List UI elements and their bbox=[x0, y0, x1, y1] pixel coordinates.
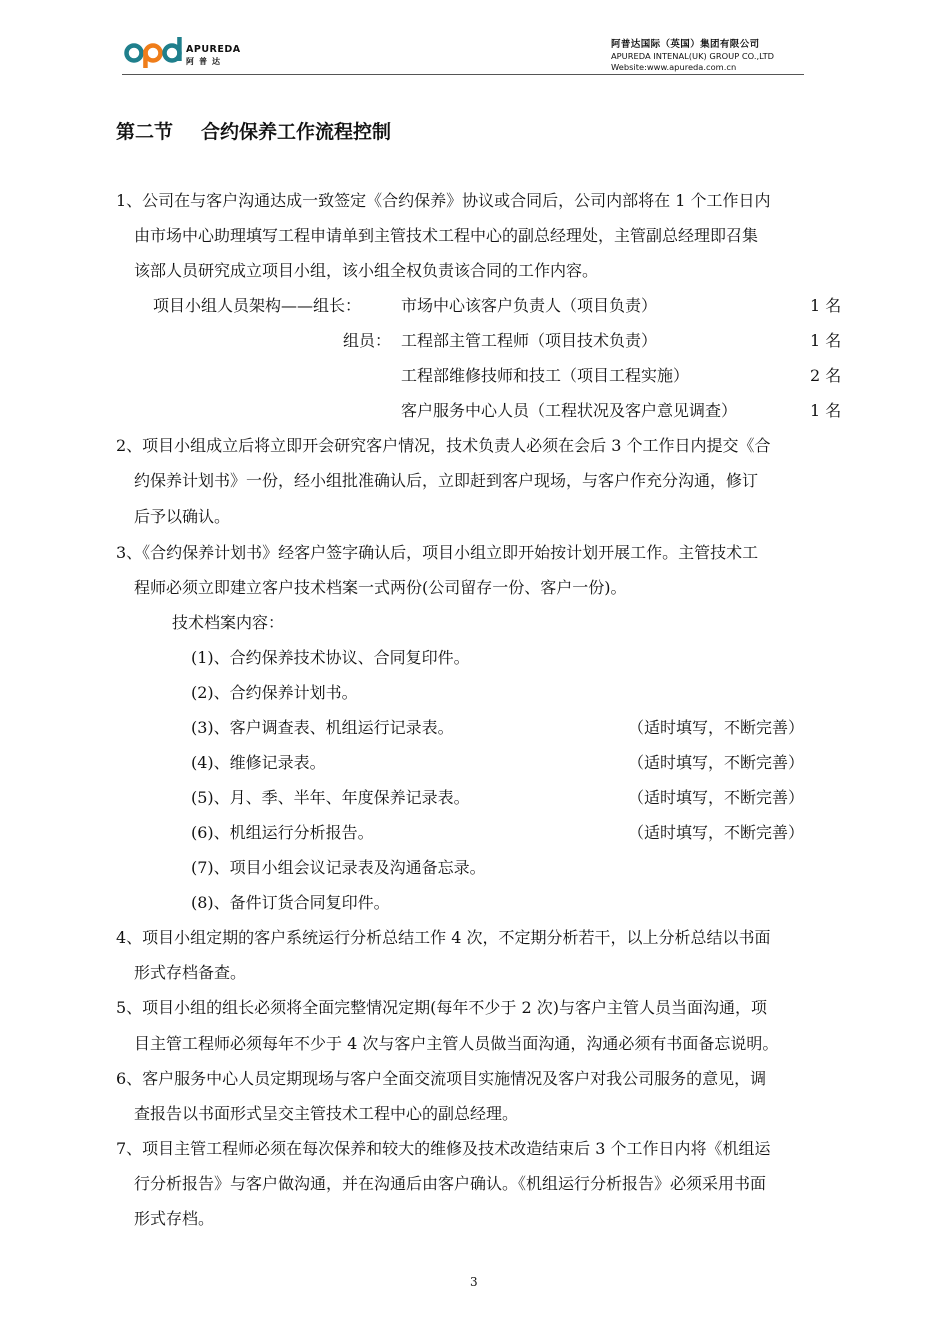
paragraph-2-line: 约保养计划书》一份，经小组批准确认后，立即赶到客户现场，与客户作充分沟通，修订 bbox=[134, 471, 759, 490]
company-name-en: APUREDA INTENAL(UK) GROUP CO.,LTD bbox=[611, 51, 775, 61]
archive-item: (2)、合约保养计划书。 bbox=[191, 683, 358, 702]
page-number: 3 bbox=[470, 1275, 478, 1289]
paragraph-6-line: 查报告以书面形式呈交主管技术工程中心的副总经理。 bbox=[134, 1104, 519, 1123]
paragraph-5-line: 目主管工程师必须每年不少于 4 次与客户主管人员做当面沟通，沟通必须有书面备忘说明。 bbox=[134, 1034, 779, 1053]
archive-item: (6)、机组运行分析报告。 bbox=[191, 823, 374, 842]
company-name-cn: 阿普达国际（英国）集团有限公司 bbox=[611, 39, 760, 50]
paragraph-7-line: 7、项目主管工程师必须在每次保养和较大的维修及技术改造结束后 3 个工作日内将《机组运 bbox=[116, 1139, 771, 1158]
section-label: 第二节 bbox=[116, 121, 174, 143]
archive-item: (7)、项目小组会议记录表及沟通备忘录。 bbox=[191, 858, 486, 877]
archive-item: (5)、月、季、半年、年度保养记录表。 bbox=[191, 788, 470, 807]
archive-item: (1)、合约保养技术协议、合同复印件。 bbox=[191, 648, 470, 667]
apd-logo-mark-icon bbox=[124, 35, 184, 71]
team-member-role: 工程部主管工程师（项目技术负责） bbox=[401, 331, 658, 350]
paragraph-2-line: 后予以确认。 bbox=[134, 507, 231, 526]
paragraph-3-line: 程师必须立即建立客户技术档案一式两份(公司留存一份、客户一份)。 bbox=[134, 578, 627, 597]
company-website: Website:www.apureda.com.cn bbox=[611, 62, 737, 72]
section-title bbox=[116, 117, 391, 144]
paragraph-7-line: 行分析报告》与客户做沟通，并在沟通后由客户确认。《机组运行分析报告》必须采用书面 bbox=[134, 1174, 767, 1193]
archive-item-note: （适时填写，不断完善） bbox=[628, 788, 805, 807]
paragraph-7-line: 形式存档。 bbox=[134, 1209, 215, 1228]
archive-item: (8)、备件订货合同复印件。 bbox=[191, 893, 390, 912]
archive-item-note: （适时填写，不断完善） bbox=[628, 823, 805, 842]
team-member-count: 1 名 bbox=[810, 331, 842, 350]
archive-heading: 技术档案内容： bbox=[172, 613, 285, 632]
team-member-role: 客户服务中心人员（工程状况及客户意见调查） bbox=[401, 401, 738, 420]
paragraph-2-line: 2、项目小组成立后将立即开会研究客户情况，技术负责人必须在会后 3 个工作日内提交《合 bbox=[116, 436, 771, 455]
paragraph-4-line: 4、项目小组定期的客户系统运行分析总结工作 4 次，不定期分析若干，以上分析总结以书面 bbox=[116, 928, 771, 947]
team-leader-label: 项目小组人员架构——组长： bbox=[153, 296, 362, 315]
paragraph-1-line: 由市场中心助理填写工程申请单到主管技术工程中心的副总经理处，主管副总经理即召集 bbox=[134, 226, 759, 245]
logo-brand-text: APUREDA bbox=[186, 44, 241, 55]
archive-item: (4)、维修记录表。 bbox=[191, 753, 326, 772]
archive-item: (3)、客户调查表、机组运行记录表。 bbox=[191, 718, 454, 737]
team-member-role: 工程部维修技师和技工（项目工程实施） bbox=[401, 366, 690, 385]
logo-chinese-text: 阿普达 bbox=[186, 57, 225, 66]
paragraph-1-line: 1、公司在与客户沟通达成一致签定《合约保养》协议或合同后，公司内部将在 1 个工作日内 bbox=[116, 191, 771, 210]
section-heading: 合约保养工作流程控制 bbox=[201, 121, 392, 143]
header-divider bbox=[122, 74, 804, 75]
team-member-count: 1 名 bbox=[810, 401, 842, 420]
company-info bbox=[611, 39, 774, 73]
paragraph-5-line: 5、项目小组的组长必须将全面完整情况定期(每年不少于 2 次)与客户主管人员当面沟通，项 bbox=[116, 998, 768, 1017]
paragraph-3-line: 3、《合约保养计划书》经客户签字确认后，项目小组立即开始按计划开展工作。主管技术工 bbox=[116, 543, 759, 562]
team-leader-role: 市场中心该客户负责人（项目负责） bbox=[401, 296, 658, 315]
team-members-label: 组员： bbox=[343, 331, 392, 350]
team-member-count: 2 名 bbox=[810, 366, 842, 385]
paragraph-1-line: 该部人员研究成立项目小组，该小组全权负责该合同的工作内容。 bbox=[134, 261, 599, 280]
paragraph-4-line: 形式存档备查。 bbox=[134, 963, 247, 982]
paragraph-6-line: 6、客户服务中心人员定期现场与客户全面交流项目实施情况及客户对我公司服务的意见，调 bbox=[116, 1069, 767, 1088]
team-leader-count: 1 名 bbox=[810, 296, 842, 315]
company-logo bbox=[124, 35, 244, 71]
archive-item-note: （适时填写，不断完善） bbox=[628, 753, 805, 772]
archive-item-note: （适时填写，不断完善） bbox=[628, 718, 805, 737]
